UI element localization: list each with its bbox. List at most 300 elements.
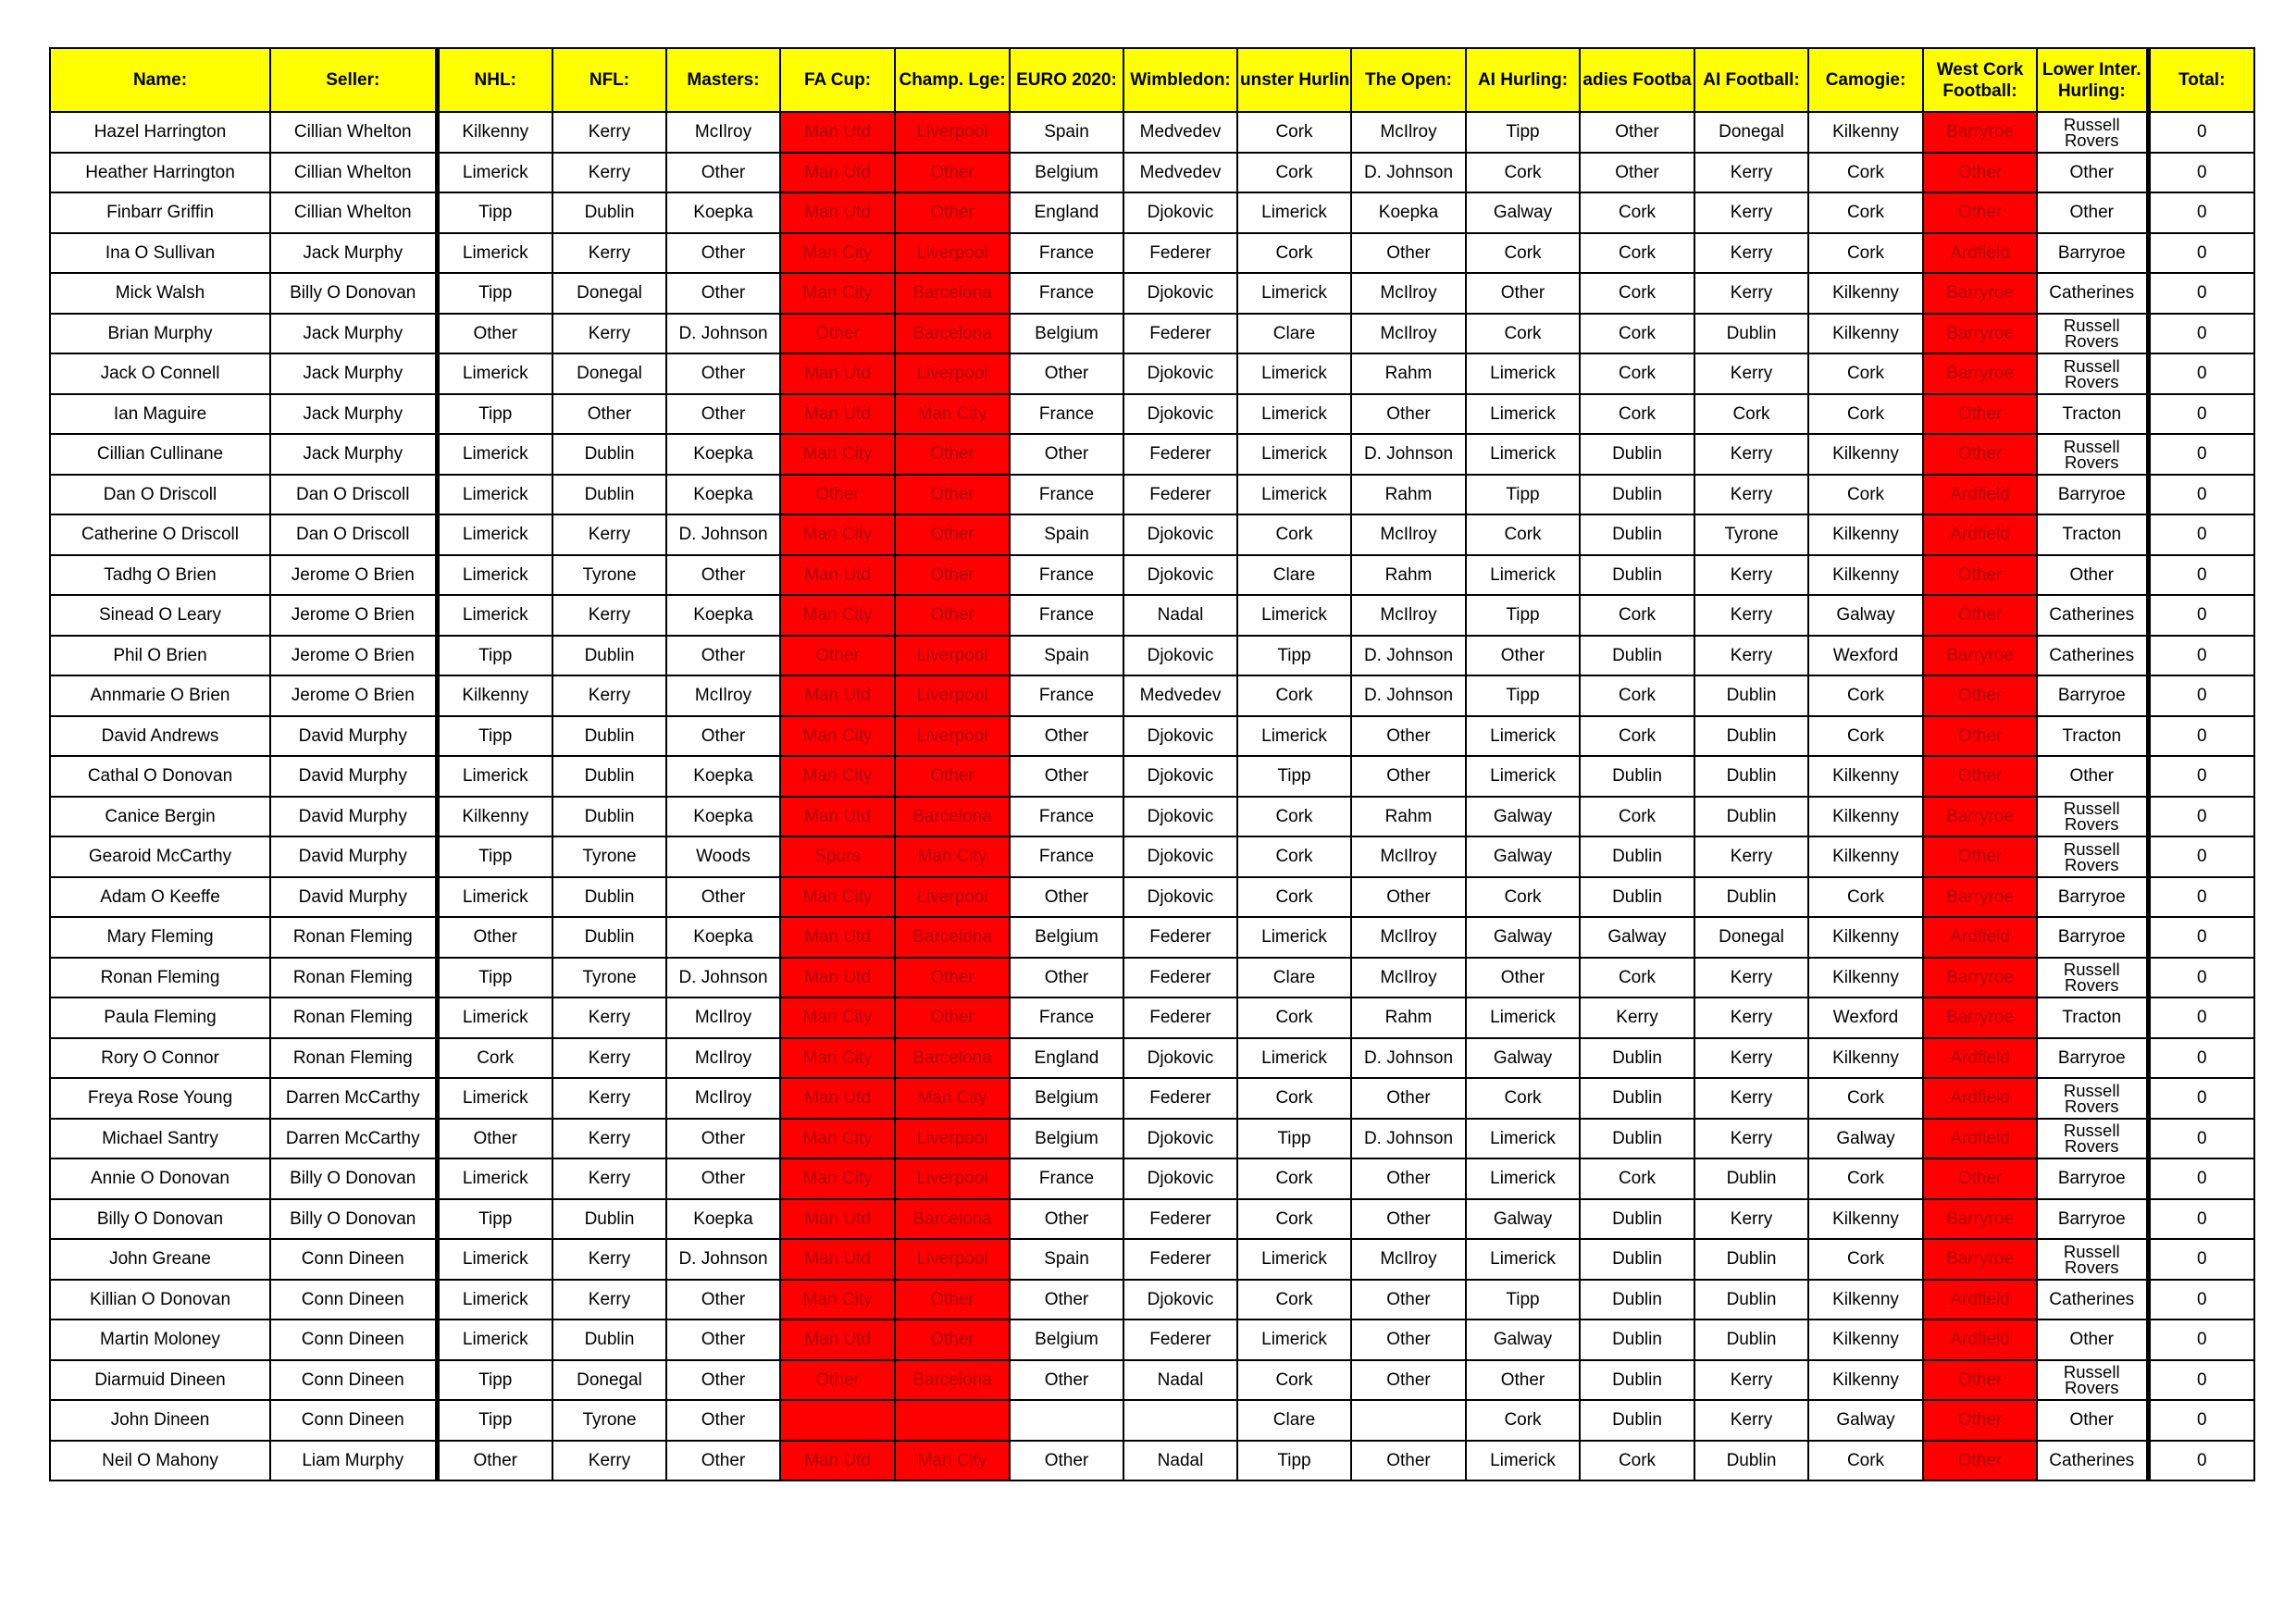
cell-seller: Ronan Fleming: [270, 997, 437, 1038]
cell-west-cork-football: Barryroe: [1923, 1239, 2037, 1280]
cell-euro-2020: Other: [1010, 1199, 1123, 1240]
cell-seller: Billy O Donovan: [270, 1158, 437, 1199]
cell-munster-hurling: Limerick: [1237, 273, 1351, 314]
cell-ladies-football: Other: [1580, 153, 1694, 193]
header-all-ireland-football: AI Football:: [1694, 48, 1808, 112]
cell-masters: Other: [666, 394, 780, 435]
cell-the-open: McIlroy: [1351, 112, 1466, 153]
cell-camogie: Cork: [1808, 353, 1923, 394]
cell-name: Adam O Keeffe: [50, 877, 270, 918]
cell-seller: Jack Murphy: [270, 353, 437, 394]
cell-name: Neil O Mahony: [50, 1441, 270, 1481]
cell-munster-hurling: Clare: [1237, 1400, 1351, 1441]
cell-nfl: Donegal: [552, 353, 666, 394]
cell-the-open: Rahm: [1351, 797, 1466, 837]
cell-west-cork-football: Other: [1923, 434, 2037, 475]
cell-all-ireland-hurling: Tipp: [1466, 475, 1580, 515]
cell-the-open: McIlroy: [1351, 273, 1466, 314]
cell-nfl: Kerry: [552, 1158, 666, 1199]
cell-name: Canice Bergin: [50, 797, 270, 837]
cell-nhl: Tipp: [437, 636, 552, 676]
cell-all-ireland-hurling: Limerick: [1466, 434, 1580, 475]
entries-table: [49, 47, 2255, 1481]
table-row: [50, 595, 2254, 636]
cell-masters: Other: [666, 636, 780, 676]
cell-nfl: Other: [552, 394, 666, 435]
table-row: [50, 1360, 2254, 1401]
cell-ladies-football: Dublin: [1580, 1280, 1694, 1320]
cell-the-open: Rahm: [1351, 997, 1466, 1038]
cell-nfl: Dublin: [552, 192, 666, 233]
cell-all-ireland-football: Kerry: [1694, 997, 1808, 1038]
cell-nhl: Cork: [437, 1038, 552, 1079]
cell-euro-2020: France: [1010, 273, 1123, 314]
table-row: [50, 1400, 2254, 1441]
cell-champions-league: Other: [895, 958, 1010, 998]
cell-name: Brian Murphy: [50, 314, 270, 354]
cell-lower-inter-hurling: Russell Rovers: [2037, 434, 2148, 475]
cell-euro-2020: Other: [1010, 716, 1123, 757]
cell-west-cork-football: Barryroe: [1923, 112, 2037, 153]
cell-champions-league: Liverpool: [895, 353, 1010, 394]
cell-name: Rory O Connor: [50, 1038, 270, 1079]
cell-all-ireland-hurling: Tipp: [1466, 1280, 1580, 1320]
cell-euro-2020: Other: [1010, 1360, 1123, 1401]
cell-all-ireland-football: Kerry: [1694, 1078, 1808, 1119]
cell-euro-2020: Other: [1010, 1280, 1123, 1320]
table-row: [50, 716, 2254, 757]
cell-nhl: Limerick: [437, 1319, 552, 1360]
header-name: Name:: [50, 48, 270, 112]
cell-the-open: McIlroy: [1351, 595, 1466, 636]
cell-lower-inter-hurling: Barryroe: [2037, 917, 2148, 958]
cell-masters: Other: [666, 1119, 780, 1159]
cell-the-open: Other: [1351, 716, 1466, 757]
cell-nfl: Kerry: [552, 1038, 666, 1079]
cell-all-ireland-football: Kerry: [1694, 475, 1808, 515]
cell-lower-inter-hurling: Other: [2037, 153, 2148, 193]
cell-west-cork-football: Other: [1923, 1441, 2037, 1481]
cell-masters: Other: [666, 1319, 780, 1360]
cell-seller: Dan O Driscoll: [270, 514, 437, 555]
table-row: [50, 153, 2254, 193]
cell-total: 0: [2148, 997, 2254, 1038]
cell-ladies-football: Cork: [1580, 797, 1694, 837]
cell-lower-inter-hurling: Tracton: [2037, 997, 2148, 1038]
cell-nfl: Kerry: [552, 514, 666, 555]
cell-lower-inter-hurling: Tracton: [2037, 514, 2148, 555]
cell-all-ireland-hurling: Galway: [1466, 1319, 1580, 1360]
table-row: [50, 1199, 2254, 1240]
table-row: [50, 353, 2254, 394]
cell-wimbledon: Djokovic: [1123, 1280, 1237, 1320]
cell-euro-2020: Spain: [1010, 112, 1123, 153]
cell-nfl: Tyrone: [552, 1400, 666, 1441]
cell-camogie: Cork: [1808, 675, 1923, 716]
cell-fa-cup: Man City: [780, 997, 895, 1038]
cell-nhl: Kilkenny: [437, 112, 552, 153]
header-total: Total:: [2148, 48, 2254, 112]
cell-camogie: Kilkenny: [1808, 1360, 1923, 1401]
cell-euro-2020: France: [1010, 797, 1123, 837]
cell-seller: Jerome O Brien: [270, 595, 437, 636]
cell-all-ireland-hurling: Galway: [1466, 836, 1580, 877]
cell-seller: Jerome O Brien: [270, 675, 437, 716]
cell-munster-hurling: Cork: [1237, 675, 1351, 716]
table-row: [50, 917, 2254, 958]
cell-ladies-football: Dublin: [1580, 836, 1694, 877]
cell-wimbledon: Federer: [1123, 1319, 1237, 1360]
header-fa-cup: FA Cup:: [780, 48, 895, 112]
cell-wimbledon: Federer: [1123, 997, 1237, 1038]
cell-munster-hurling: Cork: [1237, 797, 1351, 837]
cell-seller: Dan O Driscoll: [270, 475, 437, 515]
cell-ladies-football: Dublin: [1580, 636, 1694, 676]
cell-lower-inter-hurling: Russell Rovers: [2037, 112, 2148, 153]
cell-all-ireland-hurling: Tipp: [1466, 112, 1580, 153]
cell-seller: Darren McCarthy: [270, 1119, 437, 1159]
cell-champions-league: Barcelona: [895, 797, 1010, 837]
cell-lower-inter-hurling: Other: [2037, 192, 2148, 233]
cell-all-ireland-football: Kerry: [1694, 636, 1808, 676]
cell-fa-cup: Other: [780, 1360, 895, 1401]
cell-masters: D. Johnson: [666, 314, 780, 354]
cell-total: 0: [2148, 353, 2254, 394]
cell-wimbledon: Federer: [1123, 1078, 1237, 1119]
cell-name: John Dineen: [50, 1400, 270, 1441]
cell-fa-cup: Man City: [780, 1038, 895, 1079]
cell-nhl: Limerick: [437, 756, 552, 797]
cell-fa-cup: Man Utd: [780, 1239, 895, 1280]
cell-all-ireland-football: Dublin: [1694, 1239, 1808, 1280]
cell-champions-league: Man City: [895, 1441, 1010, 1481]
cell-ladies-football: Cork: [1580, 353, 1694, 394]
header-euro-2020: EURO 2020:: [1010, 48, 1123, 112]
cell-total: 0: [2148, 514, 2254, 555]
cell-nhl: Other: [437, 917, 552, 958]
cell-euro-2020: France: [1010, 997, 1123, 1038]
cell-name: Paula Fleming: [50, 997, 270, 1038]
cell-masters: Other: [666, 1441, 780, 1481]
cell-fa-cup: Man Utd: [780, 394, 895, 435]
cell-nfl: Kerry: [552, 595, 666, 636]
cell-fa-cup: Man Utd: [780, 1199, 895, 1240]
cell-ladies-football: Cork: [1580, 716, 1694, 757]
cell-the-open: Other: [1351, 1158, 1466, 1199]
cell-west-cork-football: Barryroe: [1923, 273, 2037, 314]
cell-euro-2020: France: [1010, 475, 1123, 515]
cell-west-cork-football: Other: [1923, 192, 2037, 233]
cell-the-open: D. Johnson: [1351, 1038, 1466, 1079]
cell-all-ireland-hurling: Cork: [1466, 877, 1580, 918]
cell-all-ireland-football: Cork: [1694, 394, 1808, 435]
cell-euro-2020: France: [1010, 595, 1123, 636]
cell-fa-cup: Man City: [780, 716, 895, 757]
cell-camogie: Kilkenny: [1808, 797, 1923, 837]
cell-name: Annie O Donovan: [50, 1158, 270, 1199]
table-row: [50, 514, 2254, 555]
cell-name: Martin Moloney: [50, 1319, 270, 1360]
cell-ladies-football: Dublin: [1580, 1400, 1694, 1441]
cell-nfl: Kerry: [552, 1078, 666, 1119]
cell-west-cork-football: Ardfield: [1923, 514, 2037, 555]
cell-seller: Jerome O Brien: [270, 636, 437, 676]
cell-all-ireland-football: Kerry: [1694, 1038, 1808, 1079]
cell-all-ireland-hurling: Galway: [1466, 1038, 1580, 1079]
cell-name: Cillian Cullinane: [50, 434, 270, 475]
cell-all-ireland-football: Donegal: [1694, 917, 1808, 958]
cell-all-ireland-hurling: Cork: [1466, 514, 1580, 555]
cell-all-ireland-football: Dublin: [1694, 1319, 1808, 1360]
cell-nfl: Dublin: [552, 1199, 666, 1240]
cell-munster-hurling: Cork: [1237, 1280, 1351, 1320]
cell-west-cork-football: Barryroe: [1923, 314, 2037, 354]
cell-masters: McIlroy: [666, 675, 780, 716]
cell-all-ireland-football: Kerry: [1694, 353, 1808, 394]
cell-total: 0: [2148, 1360, 2254, 1401]
cell-lower-inter-hurling: Russell Rovers: [2037, 314, 2148, 354]
cell-wimbledon: Djokovic: [1123, 273, 1237, 314]
cell-seller: Billy O Donovan: [270, 1199, 437, 1240]
cell-name: Jack O Connell: [50, 353, 270, 394]
table-row: [50, 1441, 2254, 1481]
cell-nhl: Limerick: [437, 1239, 552, 1280]
cell-all-ireland-football: Dublin: [1694, 1280, 1808, 1320]
cell-munster-hurling: Limerick: [1237, 1239, 1351, 1280]
cell-camogie: Kilkenny: [1808, 112, 1923, 153]
cell-nfl: Dublin: [552, 636, 666, 676]
cell-fa-cup: Man City: [780, 514, 895, 555]
cell-munster-hurling: Clare: [1237, 555, 1351, 596]
header-the-open: The Open:: [1351, 48, 1466, 112]
cell-camogie: Cork: [1808, 153, 1923, 193]
cell-the-open: D. Johnson: [1351, 675, 1466, 716]
cell-camogie: Kilkenny: [1808, 314, 1923, 354]
cell-wimbledon: Djokovic: [1123, 353, 1237, 394]
cell-ladies-football: Cork: [1580, 1158, 1694, 1199]
header-nfl: NFL:: [552, 48, 666, 112]
cell-fa-cup: Man City: [780, 756, 895, 797]
cell-wimbledon: Nadal: [1123, 1360, 1237, 1401]
cell-total: 0: [2148, 555, 2254, 596]
cell-west-cork-football: Other: [1923, 675, 2037, 716]
cell-nhl: Tipp: [437, 716, 552, 757]
cell-west-cork-football: Other: [1923, 595, 2037, 636]
cell-west-cork-football: Barryroe: [1923, 636, 2037, 676]
cell-wimbledon: Djokovic: [1123, 716, 1237, 757]
cell-masters: McIlroy: [666, 112, 780, 153]
cell-west-cork-football: Other: [1923, 836, 2037, 877]
cell-all-ireland-hurling: Limerick: [1466, 1119, 1580, 1159]
cell-lower-inter-hurling: Catherines: [2037, 595, 2148, 636]
cell-all-ireland-football: Dublin: [1694, 756, 1808, 797]
cell-the-open: Other: [1351, 1280, 1466, 1320]
cell-total: 0: [2148, 636, 2254, 676]
cell-ladies-football: Cork: [1580, 1441, 1694, 1481]
cell-fa-cup: Man Utd: [780, 1078, 895, 1119]
cell-seller: Liam Murphy: [270, 1441, 437, 1481]
cell-nfl: Dublin: [552, 475, 666, 515]
cell-nhl: Tipp: [437, 273, 552, 314]
cell-total: 0: [2148, 394, 2254, 435]
cell-seller: David Murphy: [270, 716, 437, 757]
cell-all-ireland-football: Kerry: [1694, 434, 1808, 475]
cell-nhl: Kilkenny: [437, 797, 552, 837]
table-row: [50, 555, 2254, 596]
cell-lower-inter-hurling: Other: [2037, 555, 2148, 596]
cell-nhl: Limerick: [437, 1078, 552, 1119]
cell-euro-2020: Belgium: [1010, 1119, 1123, 1159]
cell-champions-league: Other: [895, 192, 1010, 233]
cell-ladies-football: Cork: [1580, 233, 1694, 274]
cell-champions-league: Liverpool: [895, 112, 1010, 153]
cell-total: 0: [2148, 434, 2254, 475]
cell-munster-hurling: Cork: [1237, 112, 1351, 153]
cell-name: Michael Santry: [50, 1119, 270, 1159]
table-row: [50, 836, 2254, 877]
table-row: [50, 797, 2254, 837]
cell-lower-inter-hurling: Russell Rovers: [2037, 958, 2148, 998]
cell-masters: Other: [666, 1158, 780, 1199]
cell-munster-hurling: Limerick: [1237, 1038, 1351, 1079]
cell-masters: Other: [666, 1400, 780, 1441]
cell-lower-inter-hurling: Barryroe: [2037, 1038, 2148, 1079]
cell-masters: Other: [666, 353, 780, 394]
cell-champions-league: Liverpool: [895, 1158, 1010, 1199]
cell-champions-league: Liverpool: [895, 1239, 1010, 1280]
cell-munster-hurling: Tipp: [1237, 1119, 1351, 1159]
cell-all-ireland-hurling: Limerick: [1466, 555, 1580, 596]
cell-west-cork-football: Ardfield: [1923, 475, 2037, 515]
cell-west-cork-football: Barryroe: [1923, 877, 2037, 918]
cell-munster-hurling: Limerick: [1237, 192, 1351, 233]
cell-lower-inter-hurling: Russell Rovers: [2037, 1119, 2148, 1159]
cell-total: 0: [2148, 877, 2254, 918]
cell-the-open: McIlroy: [1351, 836, 1466, 877]
cell-nhl: Limerick: [437, 997, 552, 1038]
cell-fa-cup: Man Utd: [780, 917, 895, 958]
cell-euro-2020: Spain: [1010, 1239, 1123, 1280]
table-body: [50, 112, 2254, 1481]
cell-nhl: Other: [437, 1441, 552, 1481]
cell-lower-inter-hurling: Other: [2037, 756, 2148, 797]
cell-champions-league: Barcelona: [895, 1038, 1010, 1079]
cell-champions-league: Other: [895, 997, 1010, 1038]
cell-nfl: Donegal: [552, 273, 666, 314]
header-west-cork-football: West Cork Football:: [1923, 48, 2037, 112]
cell-munster-hurling: Limerick: [1237, 353, 1351, 394]
cell-all-ireland-football: Dublin: [1694, 314, 1808, 354]
cell-total: 0: [2148, 917, 2254, 958]
cell-seller: Billy O Donovan: [270, 273, 437, 314]
cell-fa-cup: Man Utd: [780, 1319, 895, 1360]
cell-nfl: Donegal: [552, 1360, 666, 1401]
cell-camogie: Kilkenny: [1808, 836, 1923, 877]
cell-ladies-football: Dublin: [1580, 514, 1694, 555]
cell-name: Killian O Donovan: [50, 1280, 270, 1320]
cell-the-open: Other: [1351, 877, 1466, 918]
cell-name: Freya Rose Young: [50, 1078, 270, 1119]
cell-nhl: Other: [437, 1119, 552, 1159]
cell-wimbledon: Djokovic: [1123, 555, 1237, 596]
cell-wimbledon: Medvedev: [1123, 112, 1237, 153]
table-row: [50, 1078, 2254, 1119]
cell-lower-inter-hurling: Barryroe: [2037, 675, 2148, 716]
cell-camogie: Wexford: [1808, 997, 1923, 1038]
cell-camogie: Galway: [1808, 1119, 1923, 1159]
cell-total: 0: [2148, 1078, 2254, 1119]
cell-name: Mick Walsh: [50, 273, 270, 314]
cell-camogie: Kilkenny: [1808, 958, 1923, 998]
cell-nfl: Dublin: [552, 797, 666, 837]
cell-nhl: Limerick: [437, 595, 552, 636]
cell-wimbledon: Djokovic: [1123, 877, 1237, 918]
cell-fa-cup: Man City: [780, 1280, 895, 1320]
cell-lower-inter-hurling: Tracton: [2037, 716, 2148, 757]
cell-euro-2020: France: [1010, 675, 1123, 716]
cell-the-open: Rahm: [1351, 555, 1466, 596]
cell-nfl: Kerry: [552, 1239, 666, 1280]
cell-west-cork-football: Barryroe: [1923, 797, 2037, 837]
cell-total: 0: [2148, 675, 2254, 716]
cell-fa-cup: Man Utd: [780, 797, 895, 837]
cell-champions-league: Other: [895, 756, 1010, 797]
cell-champions-league: Liverpool: [895, 636, 1010, 676]
cell-champions-league: Other: [895, 1319, 1010, 1360]
cell-seller: Darren McCarthy: [270, 1078, 437, 1119]
cell-masters: Woods: [666, 836, 780, 877]
cell-fa-cup: Man Utd: [780, 555, 895, 596]
cell-ladies-football: Cork: [1580, 958, 1694, 998]
table-row: [50, 314, 2254, 354]
cell-euro-2020: Belgium: [1010, 1078, 1123, 1119]
cell-nfl: Dublin: [552, 917, 666, 958]
cell-munster-hurling: Cork: [1237, 1199, 1351, 1240]
cell-wimbledon: Djokovic: [1123, 836, 1237, 877]
cell-lower-inter-hurling: Catherines: [2037, 273, 2148, 314]
cell-west-cork-football: Ardfield: [1923, 1078, 2037, 1119]
table-row: [50, 273, 2254, 314]
cell-nfl: Dublin: [552, 716, 666, 757]
cell-total: 0: [2148, 1319, 2254, 1360]
cell-ladies-football: Dublin: [1580, 1360, 1694, 1401]
cell-masters: D. Johnson: [666, 514, 780, 555]
cell-all-ireland-hurling: Cork: [1466, 1078, 1580, 1119]
cell-munster-hurling: Limerick: [1237, 434, 1351, 475]
cell-masters: D. Johnson: [666, 1239, 780, 1280]
cell-total: 0: [2148, 1119, 2254, 1159]
cell-nhl: Limerick: [437, 555, 552, 596]
cell-seller: Ronan Fleming: [270, 958, 437, 998]
cell-west-cork-football: Barryroe: [1923, 997, 2037, 1038]
cell-fa-cup: [780, 1400, 895, 1441]
cell-total: 0: [2148, 475, 2254, 515]
header-munster-hurling: unster Hurlin: [1237, 48, 1351, 112]
cell-champions-league: Barcelona: [895, 917, 1010, 958]
cell-wimbledon: Federer: [1123, 475, 1237, 515]
cell-lower-inter-hurling: Tracton: [2037, 394, 2148, 435]
cell-masters: Koepka: [666, 475, 780, 515]
cell-seller: Conn Dineen: [270, 1239, 437, 1280]
cell-camogie: Kilkenny: [1808, 756, 1923, 797]
cell-champions-league: Other: [895, 153, 1010, 193]
cell-name: Phil O Brien: [50, 636, 270, 676]
cell-seller: Cillian Whelton: [270, 153, 437, 193]
cell-munster-hurling: Limerick: [1237, 1319, 1351, 1360]
cell-euro-2020: Other: [1010, 958, 1123, 998]
cell-nfl: Kerry: [552, 153, 666, 193]
cell-all-ireland-football: Kerry: [1694, 1400, 1808, 1441]
